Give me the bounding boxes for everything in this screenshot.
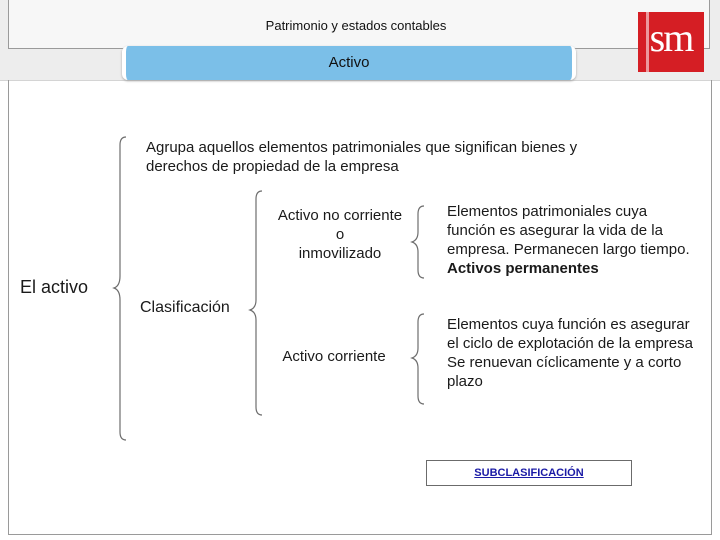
non-current-line-2: o [335, 226, 345, 243]
section-title: Activo [122, 46, 576, 80]
current-description-line-1: Elementos cuya función es asegurar el ciclo de explotación de la empresa [447, 316, 693, 352]
non-current-description-text: Elementos patrimoniales cuya función es asegurar la vida de la empresa. Permanecen largo tiempo. [447, 203, 690, 258]
classification-label: Clasificación [140, 299, 230, 316]
sm-logo: sm [638, 12, 704, 72]
definition-text: Agrupa aquellos elementos patrimoniales que significan bienes y derechos de propiedad de la empresa [146, 139, 578, 175]
current-description-line-2: Se renuevan cíclicamente y a corto plazo [447, 354, 682, 390]
page-title: Patrimonio y estados contables [265, 18, 447, 33]
non-current-line-1: Activo no corriente [277, 207, 403, 224]
non-current-description [447, 202, 695, 278]
main-label: El activo [20, 277, 89, 297]
subclassification-link[interactable]: SUBCLASIFICACIÓN [426, 460, 632, 486]
non-current-line-3: inmovilizado [298, 245, 382, 262]
logo-stripe [646, 12, 649, 72]
non-current-label [262, 206, 418, 263]
current-description [447, 315, 695, 391]
permanent-assets-emphasis: Activos permanentes [447, 260, 599, 277]
current-label: Activo corriente [282, 348, 386, 365]
